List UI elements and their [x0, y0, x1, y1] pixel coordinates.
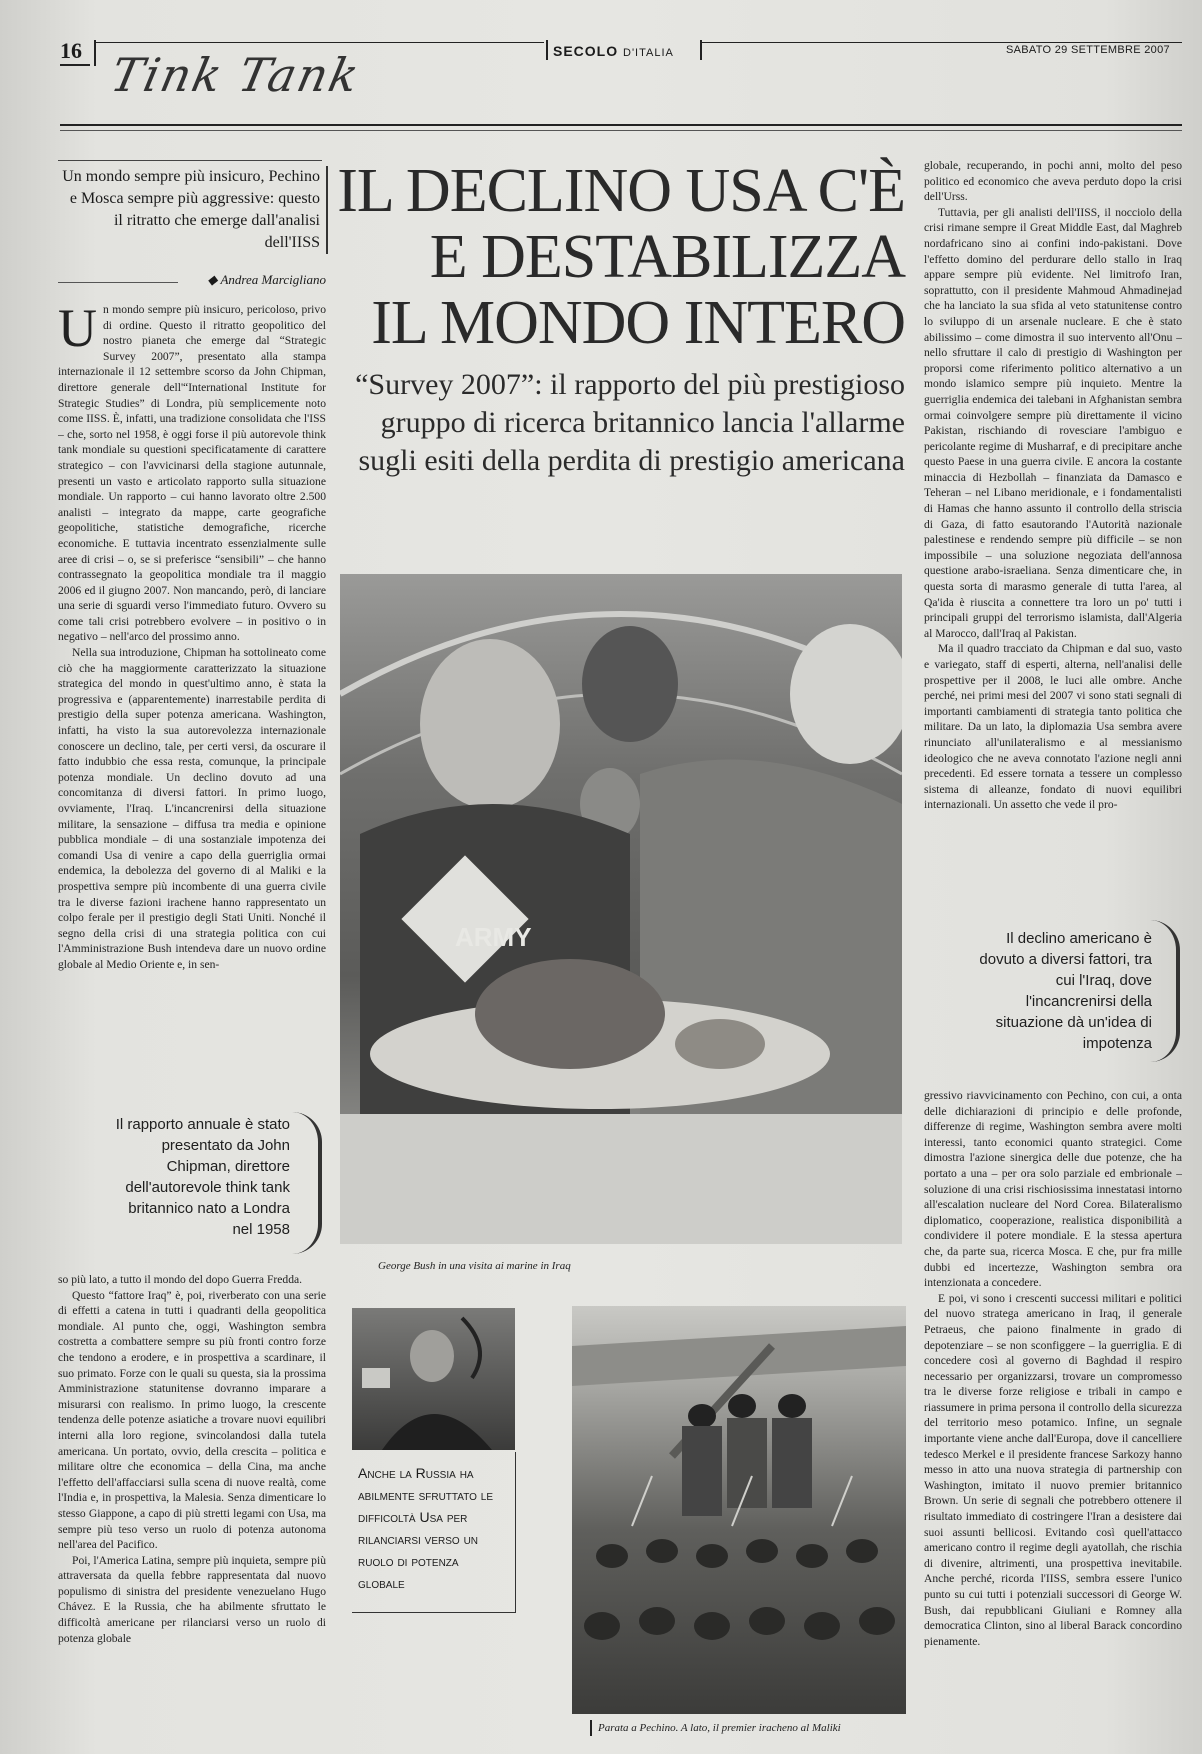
section-underline-thin — [60, 130, 1182, 131]
masthead-divider — [94, 40, 96, 66]
author-rule — [58, 282, 178, 283]
main-photo — [340, 574, 902, 1244]
article-column-3b — [924, 1088, 1182, 1724]
parade-photo-caption: Parata a Pechino. A lato, il premier iracheno al Maliki — [598, 1722, 841, 1734]
headline-line-3: IL MONDO INTERO — [371, 289, 905, 357]
headline-line-1: IL DECLINO USA C'È — [337, 157, 905, 225]
article-paragraph: gressivo riavvicinamento con Pechino, con cui, a onta delle dichiarazioni di principio e delle profonde, differenze di regime, Washington sembra avere molti interessi, tanto economici quanto strategici. Come dimostra l'azione sinergica delle due potenze, che ha portato a una – per ora solo parziale ed embrionale – soluzione di una crisi rischiosissima innestatasi intorno all'escalation nucleare del Nord Corea. Bilateralismo diplomatico, cooperazione, realistica disponibilità a condividere il potere mondiale. E la stessa apertura che, da parte sua, ricerca Mosca. E che, pur fra mille dubbi ed incertezze, Washington sembra ora intenzionata a concedere. — [924, 1089, 1182, 1290]
article-paragraph: Poi, l'America Latina, sempre più inquieta, sempre più attraversata da quella febbre rappresentata dal nuovo populismo di sinistra del presidente venezuelano Hugo Chávez. E la Russia, che ha abilmente sfruttato le difficoltà americane per rilanciarsi verso un ruolo di potenza globale — [58, 1553, 326, 1645]
article-paragraph: globale, recuperando, in pochi anni, molto del peso politico ed economico che aveva perduto dopo la crisi dell'Urss. — [924, 159, 1182, 204]
main-photo-art — [340, 574, 902, 1244]
masthead-divider-2 — [546, 40, 548, 60]
parade-photo — [572, 1306, 906, 1714]
article-column-1 — [58, 302, 326, 1080]
masthead-rule-right — [702, 42, 1182, 43]
maliki-photo — [352, 1308, 515, 1450]
article-paragraph: E poi, vi sono i crescenti successi militari e politici del nuovo stratega americano in Iraq, il generale Petraeus, che paiono finalmente in grado di depotenziare – se non sconfiggere – la guerriglia. E di concedere così al governo di Baghdad il respiro necessario per organizzarsi, trovare un compromesso tra le diverse forze religiose e tribali in campo e riassumere in prima persona il controllo della sicurezza del territorio meso potamico. Infine, un segnale importante viene anche dall'Europa, dove il cancelliere tedesco Merkel e il presidente francese Sarkozy hanno messo in atto una nuova strategia di partnership con Washington, imitato il nuovo premier britannico Brown. Un serie di segnali che potrebbero ottenere il risultato immediato di costringere l'Iran a desistere dai suoi assunti bellicosi. Evitando così quell'attacco americano contro il regime degli ayatollah, che rischia di divenire, altrimenti, una prospettiva inevitabile. Anche perché, ricorda l'IISS, sembra essere l'unico punto su cui tutti i potenziali successori di George W. Bush, dai repubblicani Giuliani e Romney alla democratica Clinton, sino al liberal Barack concordino pienamente. — [924, 1291, 1182, 1648]
article-paragraph: Tuttavia, per gli analisti dell'IISS, il nocciolo della crisi rimane sempre il Great Middle East, dal Maghreb nordafricano sino ai confini indo-pakistani. Dove l'effetto domino del perdurare dello stallo in Iraq appare sempre più evidente. Nel limitrofo Iran, soprattutto, con il presidente Mahmoud Ahmadinejad che ha lanciato la sua sfida al veto statunitense contro lo sviluppo di un arsenale nucleare. E che è stato abilissimo – come dimostra il suo intervento all'Onu – nello sfruttare il calo di prestigio di Washington per proporsi come riferimento politico alternativo a un mondo islamico sempre più inquieto. Mentre la guerriglia endemica dei talebani in Afghanistan sembra ormai coinvolgere sempre più direttamente il vicino Pakistan, rischiando di rovesciare l'ambiguo e pericolante regime di Musharraf, e di precipitare anche questo Paese in una guerra civile. E ancora la costante minaccia di Hezbollah – finanziata da Damasco e Teheran – nel Libano meridionale, e i fondamentalisti di Hamas che hanno assunto il controllo della striscia di Gaza, di fatto esautorando l'Autorità nazionale palestinese e rendendo sempre più difficile – se non impossibile – una soluzione negoziata dell'annosa questione arabo-israeliana. Senza dimenticare che, in questa sorta di marasmo generale di tutta l'area, al Qa'ida è riuscita a connettere tra loro un po' tutti i principali gruppi del terrorismo islamista, dall'Algeria al Marocco, dall'Iraq al Pakistan. — [924, 205, 1182, 640]
headline-line-2: E DESTABILIZZA — [429, 223, 905, 291]
newspaper-name — [553, 43, 674, 59]
author-byline: ◆ Andrea Marcigliano — [207, 272, 326, 287]
main-photo-caption: George Bush in una visita ai marine in Iraq — [378, 1260, 571, 1272]
section-underline — [60, 124, 1182, 126]
army-badge: ARMY — [455, 922, 532, 952]
article-paragraph: Questo “fattore Iraq” è, poi, riverberato con una serie di effetti a catena in tutti i quadranti della geopolitica mondiale. Al punto che, oggi, Washington sembra costretta a combattere sempre su più fronti contro forze che tendono a erodere, e in prospettiva a scardinare, il suo primato. Forze con le quali su questa, sia la prossima Amministrazione statunitense dovranno imparare a misurarsi con realismo. In primo luogo, la crescente tendenza delle potenze asiatiche a trovare nuovi equilibri interni alla loro regione, svincolandosi dalla tutela americana. Un portato, ovvio, della crescita – politica e militare oltre che economica – della Cina, ma anche l'effetto dell'affacciarsi sulla scena di nuove realtà, come l'India e, in prospettiva, la Malesia. Senza dimenticare lo stesso Giappone, a capo di più stretti legami con Usa, ma sempre più teso verso un ruolo di potenza autonoma nell'area del Pacifico. — [58, 1288, 326, 1552]
article-subheadline: “Survey 2007”: il rapporto del più prestigioso gruppo di ricerca britannico lancia l'allarme sugli esiti della perdita di prestigio americana — [355, 368, 905, 477]
article-paragraph: so più lato, a tutto il mondo del dopo Guerra Fredda. — [58, 1273, 303, 1286]
pull-quote-left: Il rapporto annuale è stato presentato da John Chipman, direttore dell'autorevole think tank britannico nato a Londra nel 1958 — [115, 1116, 290, 1238]
summary-rule — [58, 160, 322, 161]
newspaper-name-main: SECOLO — [553, 43, 619, 59]
article-paragraph: Nella sua introduzione, Chipman ha sottolineato come ciò che ha maggiormente caratterizzato la situazione strategica del mondo in quest'ultimo anno, è stata la progressiva e (apparentemente) inarrestabile perdita di prestigio della super potenza americana. Washington, infatti, ha visto la sua autorevolezza internazionale conoscere un declino, tale, per certi versi, da oscurare il fatto indubbio che essa resta, comunque, la principale potenza mondiale. Un declino dovuto ad una concomitanza di diversi fattori. In primo luogo, ovviamente, l'Iraq. L'incancrenirsi della situazione militare, la sensazione – diffusa tra media e opinione pubblica mondiale – di una sostanziale impotenza dei comandi Usa di venire a capo della guerriglia ormai endemica, la debolezza del governo di al Maliki e la prospettiva sempre più incombente di una guerra civile tra le diverse fazioni irachene hanno rappresentato un colpo ferale per il prestigio degli Stati Uniti. Nonché il segno della crisi di una strategia politica con cui l'Amministrazione Bush intendeva dare un nuovo ordine globale al Medio Oriente e, in sen- — [58, 646, 326, 971]
article-paragraph: Ma il quadro tracciato da Chipman e dal suo, vasto e variegato, staff di esperti, alterna, nell'analisi delle prospettive per il 2008, le luci alle ombre. Anche perché, nei primi mesi del 2007 vi sono stati segnali di importanti cambiamenti di strategia tanto politica che militare. Da un lato, la diplomazia Usa sembra avere rinunciato all'unilateralismo e al messianismo ideologico che ne aveva connotato l'azione negli anni precedenti. Ed essere tornata a tessere un complesso sistema di alleanze, fondato di nuovi equilibri internazionali. Un assetto che vede il pro- — [924, 642, 1182, 812]
page-number: 16 — [60, 38, 82, 63]
masthead-rule-top — [94, 42, 544, 43]
newspaper-name-suffix: D'ITALIA — [623, 47, 674, 59]
article-column-1b — [58, 1272, 326, 1722]
drop-cap: U — [58, 302, 97, 358]
author-name: Andrea Marcigliano — [220, 272, 326, 287]
article-column-3 — [924, 158, 1182, 900]
article-headline — [330, 158, 905, 356]
parade-photo-art — [572, 1306, 906, 1714]
boxquote-text: Anche la Russia ha abilmente sfruttato le difficoltà Usa per rilanciarsi verso un ruolo di potenza globale — [358, 1465, 494, 1591]
maliki-photo-art — [352, 1308, 515, 1450]
pull-quote-right-bracket — [1150, 920, 1180, 1062]
article-paragraph: n mondo sempre più insicuro, pericoloso, privo di ordine. Questo il ritratto geopolitico del nostro pianeta che emerge dal “Strategic Survey 2007”, presentato alla stampa internazionale il 12 settembre scorso da John Chipman, direttore generale dell'“International Institute for Strategic Studies” di Londra, più semplicemente noto come IISS. È, infatti, una tradizione consolidata che l'ISS – che, sorto nel 1958, è oggi forse il più autorevole think tank mondiale su questioni specificatamente di carattere strategico – con l'avvicinarsi della stagione autunnale, presenti un vasto e articolato rapporto sulla situazione mondiale. Un rapporto – cui hanno lavorato oltre 2.500 analisti – integrato da mappe, carte geografiche geopolitiche, statistiche demografiche, ricerche economiche. E tuttavia incentrato essenzialmente sulle aree di crisi – o, se si preferisce “sensibili” – che hanno contrassegnato la geopolitica mondiale tra il maggio 2006 ed il giugno 2007. Non mancando, però, di lanciare una serie di sguardi verso l'immediato futuro. Ovvero su come tali crisi potrebbero evolvere – in positivo o in negativo – nell'arco del prossimo anno. — [58, 303, 326, 644]
pull-quote-right: Il declino americano è dovuto a diversi fattori, tra cui l'Iraq, dove l'incancrenirsi della situazione dà un'idea di impotenza — [979, 930, 1152, 1052]
article-summary: Un mondo sempre più insicuro, Pechino e Mosca sempre più aggressive: questo il ritratto che emerge dall'analisi dell'IISS — [58, 166, 328, 254]
pull-quote-left-bracket — [292, 1112, 322, 1254]
parade-caption-marker — [590, 1720, 592, 1736]
masthead-rule-left — [60, 64, 90, 66]
issue-date: SABATO 29 SETTEMBRE 2007 — [1006, 44, 1170, 56]
masthead-divider-3 — [700, 40, 702, 60]
section-title: Tink Tank — [106, 48, 366, 102]
